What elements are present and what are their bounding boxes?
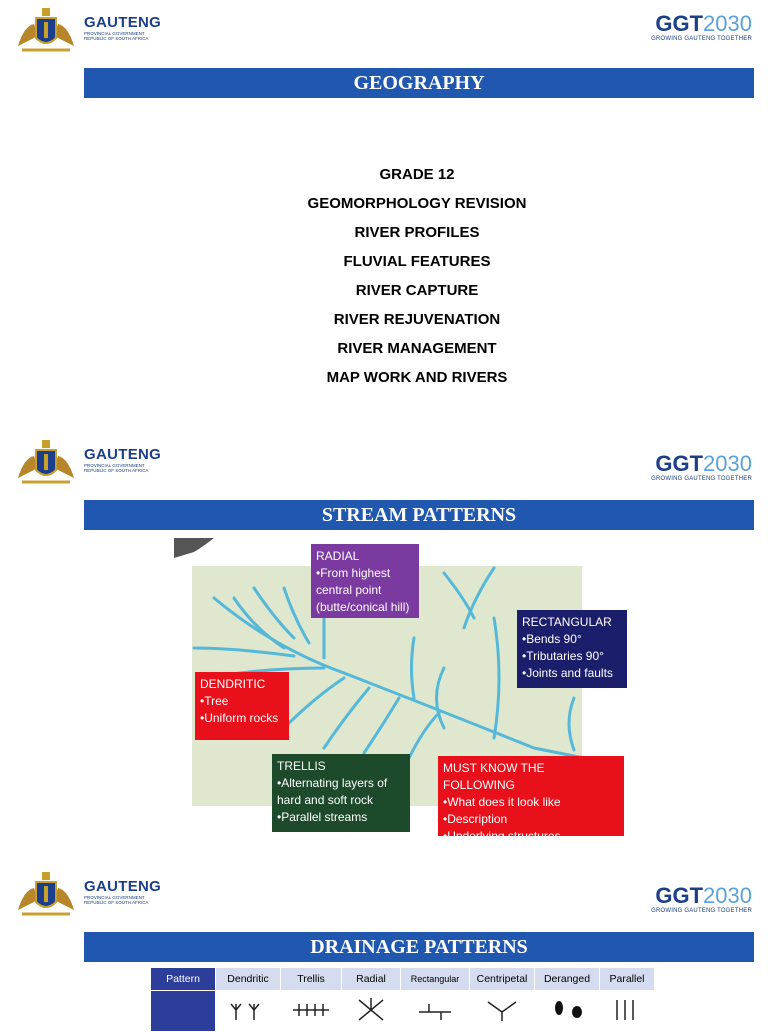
ggt-main-text: GGT [655,883,704,908]
banner-drainage-patterns: DRAINAGE PATTERNS [84,932,754,962]
radial-line: •From highest [316,566,391,580]
radial-line: (butte/conical hill) [316,600,410,614]
rectangular-line: •Joints and faults [522,666,613,680]
trellis-line: •Parallel streams [277,810,368,824]
table-header-row [151,968,655,991]
trellis-line: hard and soft rock [277,793,374,807]
dendritic-title: DENDRITIC [200,677,266,691]
rectangular-sketch [401,991,470,1032]
topic-item: RIVER REJUVENATION [333,311,501,328]
rectangular-line: •Tributaries 90° [522,649,604,663]
gauteng-logo [14,870,162,918]
table-header-cell: Rectangular [401,968,470,991]
must-know-line: •Description [443,812,508,826]
coat-of-arms-icon [14,870,78,918]
dendritic-line: •Uniform rocks [200,711,279,725]
org-sub1: PROVINCIAL GOVERNMENT [84,895,145,900]
topic-item: RIVER MANAGEMENT [337,340,497,357]
drainage-table [150,967,655,1032]
org-name: GAUTENG [84,878,162,895]
parallel-sketch [600,991,655,1032]
topic-item: GEOMORPHOLOGY REVISION [307,195,527,212]
radial-line: central point [316,583,382,597]
topic-item: RIVER PROFILES [354,224,480,241]
table-row [151,991,655,1032]
org-sub2: REPUBLIC OF SOUTH AFRICA [84,900,149,905]
rectangular-line: •Bends 90° [522,632,582,646]
org-sub1: PROVINCIAL GOVERNMENT [84,463,145,468]
topic-item: MAP WORK AND RIVERS [326,369,508,386]
ggt-year: 2030 [703,451,752,476]
table-header-cell: Deranged [535,968,600,991]
org-name: GAUTENG [84,14,162,31]
org-sub1: PROVINCIAL GOVERNMENT [84,31,145,36]
ggt-main-text: GGT [655,11,704,36]
centripetal-sketch [470,991,535,1032]
table-header-cell: Radial [342,968,401,991]
must-know-line: •Underlying structures [443,829,561,843]
org-sub2: REPUBLIC OF SOUTH AFRICA [84,36,149,41]
ggt-tagline: GROWING GAUTENG TOGETHER [651,36,752,42]
ggt-tagline: GROWING GAUTENG TOGETHER [651,476,752,482]
ggt-year: 2030 [703,11,752,36]
table-header-cell: Pattern [151,968,216,991]
dendritic-sketch [216,991,281,1032]
must-know-line: •What does it look like [443,795,561,809]
org-sub2: REPUBLIC OF SOUTH AFRICA [84,468,149,473]
radial-title: RADIAL [316,549,360,563]
deranged-sketch [535,991,600,1032]
trellis-sketch [281,991,342,1032]
table-cell [151,991,216,1032]
table-header-cell: Parallel [600,968,655,991]
banner-stream-patterns: STREAM PATTERNS [84,500,754,530]
table-header-cell: Centripetal [470,968,535,991]
ggt-tagline: GROWING GAUTENG TOGETHER [651,908,752,914]
org-name: GAUTENG [84,446,162,463]
banner-geography: GEOGRAPHY [84,68,754,98]
topic-item: GRADE 12 [379,166,455,183]
topic-item: FLUVIAL FEATURES [343,253,491,270]
radial-sketch [342,991,401,1032]
ggt2030-logo [642,884,752,924]
rectangular-title: RECTANGULAR [522,615,612,629]
trellis-title: TRELLIS [277,759,326,773]
trellis-line: •Alternating layers of [277,776,388,790]
table-header-cell: Trellis [281,968,342,991]
dendritic-line: •Tree [200,694,229,708]
table-header-cell: Dendritic [216,968,281,991]
ggt-year: 2030 [703,883,752,908]
topic-item: RIVER CAPTURE [355,282,479,299]
ggt-main-text: GGT [655,451,704,476]
must-know-title: MUST KNOW THE FOLLOWING [443,761,545,792]
